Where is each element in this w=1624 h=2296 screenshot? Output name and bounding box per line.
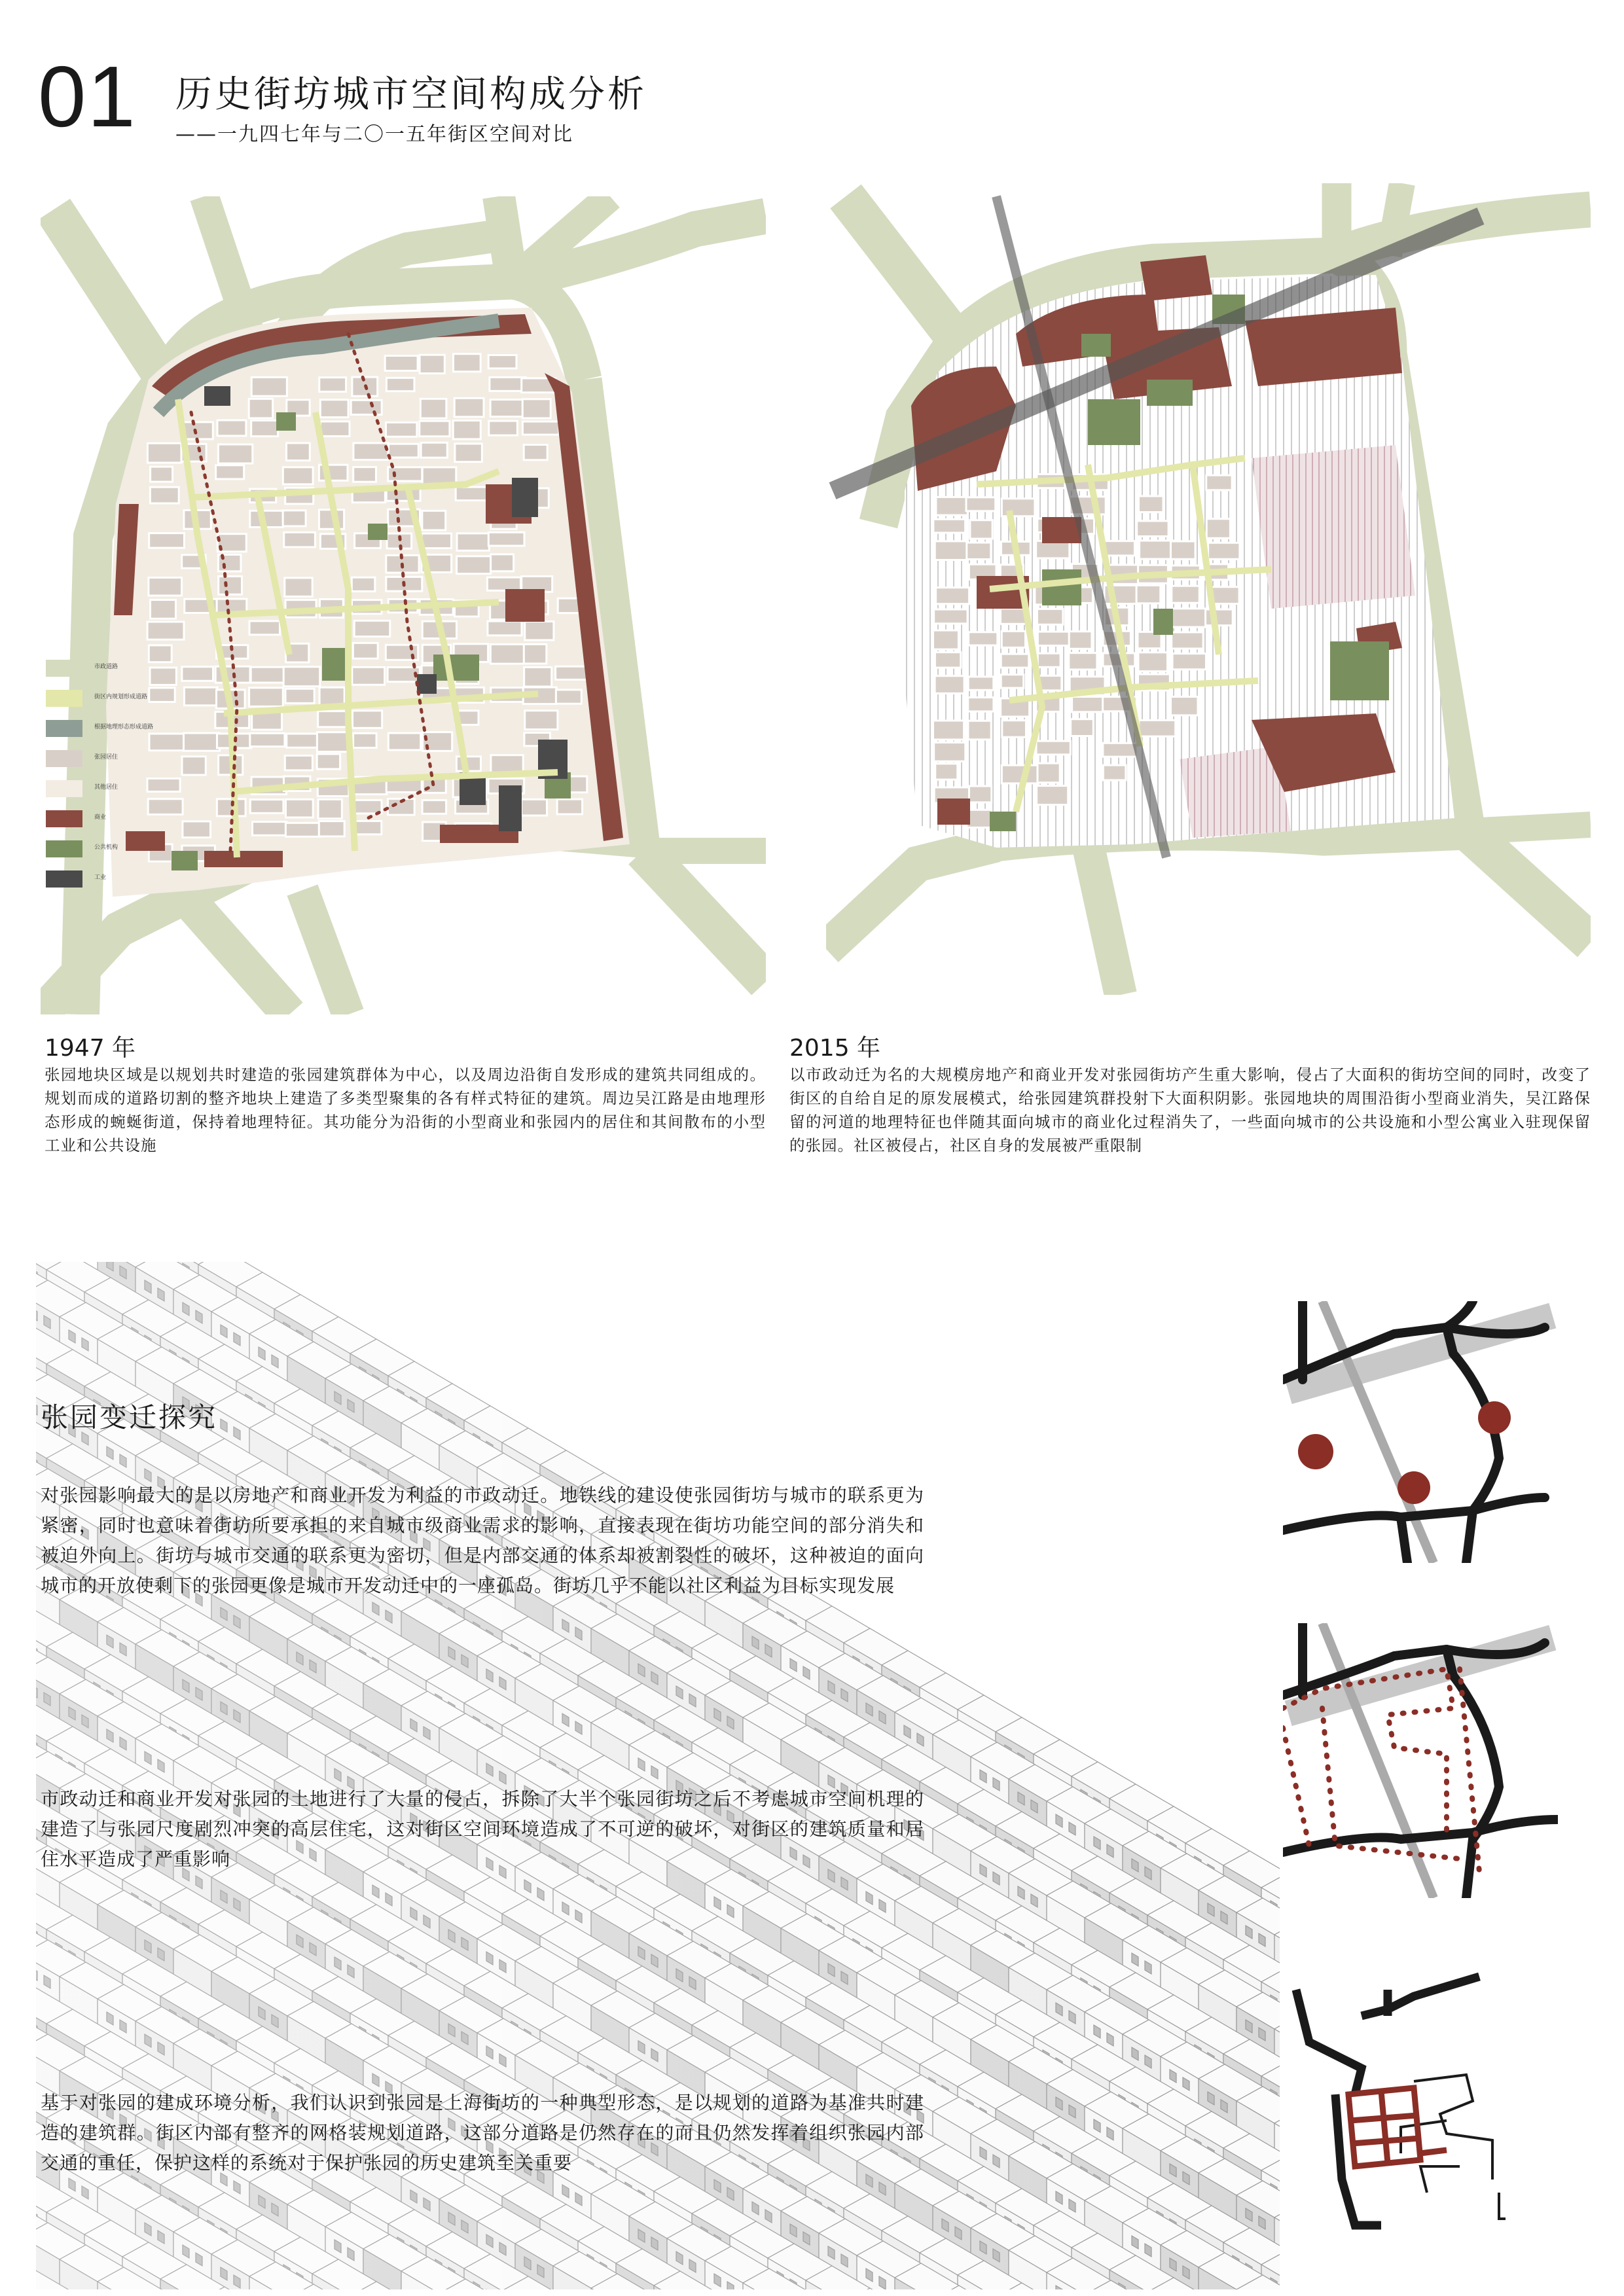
building-block <box>1171 541 1196 559</box>
legend-swatch <box>46 870 82 888</box>
building-block <box>353 643 378 658</box>
building-block <box>1208 543 1240 559</box>
building-block <box>454 398 484 417</box>
building-block <box>250 800 283 814</box>
building-block <box>385 356 418 371</box>
building-block <box>524 667 552 687</box>
map-2015 <box>826 183 1591 995</box>
building-block <box>1206 609 1233 626</box>
building-block <box>556 690 581 704</box>
year-label-2015: 2015 年 <box>789 1035 881 1062</box>
building-block <box>420 355 444 373</box>
building-block <box>557 799 583 814</box>
building-block <box>286 799 314 817</box>
building-block <box>524 445 547 460</box>
building-block <box>1139 720 1176 736</box>
map-legend <box>46 660 183 901</box>
building-block <box>218 444 252 463</box>
building-block <box>251 377 287 396</box>
building-block <box>933 630 959 649</box>
building-block <box>1138 653 1168 672</box>
building-block <box>966 497 996 511</box>
building-block <box>1137 521 1168 537</box>
legend-item-geo-road <box>46 720 183 750</box>
building-block <box>249 688 283 707</box>
legend-item-industry <box>46 870 183 901</box>
building-block <box>490 377 526 391</box>
building-block <box>1001 675 1024 688</box>
building-block <box>386 378 414 391</box>
building-block <box>1038 763 1060 783</box>
building-block <box>968 721 991 740</box>
building-block <box>1172 632 1203 649</box>
building-block <box>285 823 321 836</box>
building-block <box>1001 765 1038 783</box>
legend-label: 公共机构 <box>94 844 118 851</box>
legend-swatch <box>46 840 82 857</box>
building-block <box>283 667 320 687</box>
building-block <box>936 588 969 604</box>
building-block <box>455 444 482 462</box>
zhangyuan-paragraph-2: 市政动迁和商业开发对张园的土地进行了大量的侵占，拆除了大半个张园街坊之后不考虑城市空间机理的建造了与张园尺度剧烈冲突的高层住宅，这对街区空间环境造成了不可逆的破坏，对街区的建筑质量和居住水平造成了严重影响 <box>41 1788 924 1870</box>
building-block <box>457 533 489 550</box>
legend-label: 工业 <box>94 874 107 881</box>
legend-label: 街区内规划形成道路 <box>94 694 148 700</box>
building-block <box>489 421 518 435</box>
diagram-3-grid <box>1283 1964 1558 2238</box>
building-block <box>283 511 306 526</box>
building-block <box>1001 654 1029 668</box>
legend-item-commerce <box>46 810 183 840</box>
building-block <box>319 821 344 836</box>
description-1947: 张园地块区域是以规划共时建造的张园建筑群体为中心，以及周边沿街自发形成的建筑共同组成的。规划而成的道路切割的整齐地块上建造了多类型聚集的各有样式特征的建筑。周边吴江路是由地理形态形成的蜿蜒街道，保持着地理特征。其功能分为沿街的小型商业和张园内的居住和其间散布的小型工业和公共设施 <box>45 1066 766 1155</box>
building-block <box>1071 719 1094 736</box>
building-block <box>149 533 185 548</box>
building-block <box>453 421 480 439</box>
legend-item-municipal-road <box>46 660 183 690</box>
building-block <box>491 554 514 571</box>
building-block <box>1171 697 1199 715</box>
legend-item-planned-road <box>46 690 183 720</box>
building-block <box>320 400 348 418</box>
building-block <box>934 742 965 761</box>
building-block <box>422 800 446 814</box>
diagram-2-boundary <box>1283 1623 1558 1898</box>
legend-label: 其他居住 <box>94 784 118 791</box>
building-block <box>1037 786 1068 805</box>
building-block <box>318 799 342 818</box>
building-block <box>524 644 547 664</box>
building-block <box>488 532 524 546</box>
building-block <box>522 799 547 816</box>
building-block <box>934 609 967 624</box>
building-block <box>935 764 958 780</box>
building-block <box>556 666 589 679</box>
building-block <box>420 421 450 437</box>
building-block <box>490 400 525 417</box>
building-block <box>421 442 447 457</box>
building-block <box>1002 721 1026 738</box>
legend-swatch <box>46 660 82 677</box>
section-number: 01 <box>38 48 137 145</box>
legend-label: 根据地理形态形成道路 <box>94 724 154 730</box>
building-block <box>386 422 417 437</box>
legend-swatch <box>46 690 82 707</box>
building-block <box>456 487 488 501</box>
building-block <box>285 755 312 770</box>
building-block <box>317 732 349 752</box>
building-block <box>1069 632 1092 649</box>
building-block <box>388 733 420 750</box>
building-block <box>420 399 446 418</box>
building-block <box>1206 519 1230 539</box>
building-block <box>354 620 390 636</box>
legend-swatch <box>46 810 82 827</box>
building-block <box>1001 631 1025 647</box>
building-block <box>287 443 310 461</box>
building-block <box>182 667 213 681</box>
building-block <box>250 733 285 746</box>
building-block <box>216 465 244 479</box>
description-2015: 以市政动迁为名的大规模房地产和商业开发对张园街坊产生重大影响，侵占了大面积的街坊空间的同时，改变了街区的自给自足的原发展模式，给张园建筑群投射下大面积阴影。张园地块的周围沿街小型商业消失，吴江路保留的河道的地理特征也伴随其面向城市的商业化过程消失了，一些面向城市的公共设施和小型公寓业入驻现保留的张园。社区被侵占，社区自身的发展被严重限制 <box>789 1066 1591 1155</box>
building-block <box>522 399 550 418</box>
building-block <box>1170 609 1206 627</box>
building-block <box>1139 496 1164 512</box>
building-block <box>353 467 376 482</box>
building-block <box>933 519 965 533</box>
building-block <box>487 577 520 590</box>
building-block <box>151 467 173 482</box>
building-block <box>285 689 314 703</box>
building-block <box>184 733 220 751</box>
building-block <box>1103 743 1138 757</box>
building-block <box>935 676 964 694</box>
building-block <box>249 399 273 418</box>
building-block <box>249 621 280 635</box>
building-block <box>488 621 522 636</box>
building-block <box>935 541 968 560</box>
building-block <box>522 422 559 435</box>
building-block <box>147 443 181 463</box>
building-block <box>319 378 346 392</box>
building-block <box>1038 653 1060 667</box>
legend-label: 市政道路 <box>94 664 118 670</box>
building-block <box>454 354 481 372</box>
legend-swatch <box>46 720 82 737</box>
building-block <box>1036 541 1070 558</box>
building-block <box>968 698 994 711</box>
building-block <box>389 444 419 457</box>
building-block <box>317 754 340 769</box>
building-block <box>352 667 385 685</box>
building-block <box>525 622 554 641</box>
legend-label: 商业 <box>94 814 107 821</box>
building-block <box>283 467 313 484</box>
building-block <box>933 721 964 740</box>
diagram-1-nodes <box>1283 1301 1558 1563</box>
building-block <box>285 578 312 597</box>
building-block <box>183 422 213 439</box>
building-block <box>1072 697 1107 712</box>
building-block <box>936 497 967 515</box>
building-block <box>351 400 382 414</box>
building-block <box>284 532 316 547</box>
building-block <box>969 786 992 802</box>
building-block <box>1140 541 1176 559</box>
building-block <box>321 422 350 437</box>
building-block <box>253 822 287 836</box>
building-block <box>457 556 491 574</box>
building-block <box>353 733 377 747</box>
building-block <box>185 687 218 706</box>
building-block <box>422 511 446 530</box>
building-block <box>1172 654 1206 670</box>
building-block <box>319 687 344 705</box>
building-block <box>217 420 246 436</box>
building-block <box>251 667 287 683</box>
building-block <box>490 644 526 664</box>
building-block <box>1172 586 1200 603</box>
building-block <box>352 577 375 591</box>
building-block <box>183 821 211 838</box>
legend-item-other-res <box>46 780 183 810</box>
building-block <box>149 578 182 596</box>
legend-item-public <box>46 840 183 870</box>
page-subtitle: ——一九四七年与二〇一五年街区空间对比 <box>175 123 573 146</box>
building-block <box>147 622 184 639</box>
building-block <box>1206 475 1232 490</box>
building-block <box>353 443 388 460</box>
legend-swatch <box>46 780 82 797</box>
building-block <box>525 711 558 730</box>
building-block <box>1036 741 1070 755</box>
building-block <box>219 577 242 595</box>
building-block <box>251 420 278 436</box>
zhangyuan-paragraph-1: 对张园影响最大的是以房地产和商业开发为利益的市政动迁。地铁线的建设使张园街坊与城市的联系更为紧密，同时也意味着街坊所要承担的来自城市级商业需求的影响，直接表现在街坊功能空间的部分消失和被迫外向上。街坊与城市交通的联系更为密切，但是内部交通的体系却被割裂性的破坏，这种被迫的面向城市的开放使剩下的张园更像是城市开发动迁中的一座孤岛。街坊几乎不能以社区利益为目标实现发展 <box>41 1484 924 1596</box>
building-block <box>1104 541 1135 556</box>
building-block <box>150 487 179 503</box>
legend-swatch <box>46 750 82 767</box>
legend-item-zhangyuan-res <box>46 750 183 780</box>
building-block <box>970 520 992 539</box>
building-block <box>935 653 960 668</box>
building-block <box>182 757 206 775</box>
building-block <box>353 711 382 728</box>
building-block <box>968 677 994 690</box>
building-block <box>287 734 319 747</box>
building-block <box>1136 585 1161 603</box>
building-block <box>422 533 451 548</box>
year-label-1947: 1947 年 <box>45 1035 136 1062</box>
building-block <box>969 632 998 645</box>
building-block <box>1103 765 1126 780</box>
page-title: 历史街坊城市空间构成分析 <box>175 73 647 116</box>
building-block <box>1038 609 1063 624</box>
building-block <box>967 810 992 827</box>
building-block <box>967 543 991 560</box>
zhangyuan-paragraph-3: 基于对张园的建成环境分析，我们认识到张园是上海街坊的一种典型形态，是以规划的道路为基准共时建造的建筑群。街区内部有整齐的网格装规划道路，这部分道路是仍然存在的而且仍然发挥着组织张园内部交通的重任，保护这样的系统对于保护张园的历史建筑至关重要 <box>41 2092 924 2174</box>
legend-label: 张园居住 <box>94 754 118 761</box>
building-block <box>488 355 516 368</box>
zhangyuan-title: 张园变迁探究 <box>41 1401 218 1433</box>
building-block <box>1069 653 1097 670</box>
building-block <box>151 600 176 619</box>
